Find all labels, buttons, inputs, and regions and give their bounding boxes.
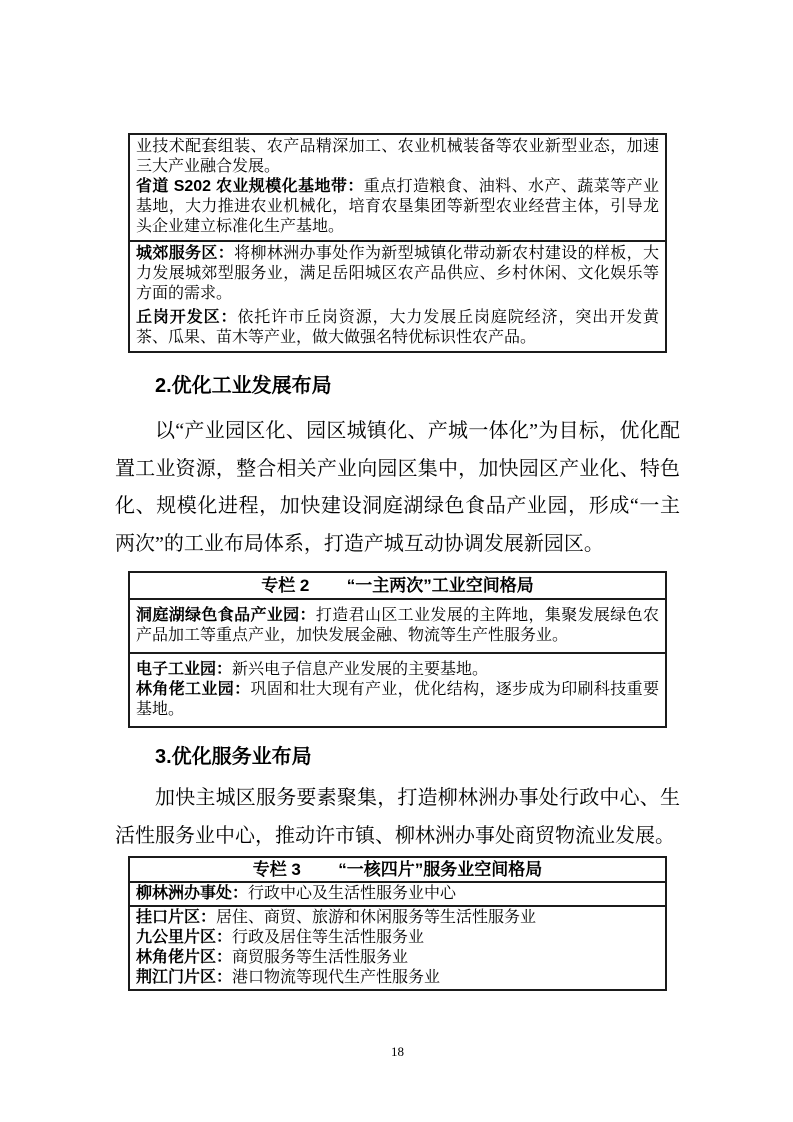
entry-desc: 依托许市丘岗资源，大力发展丘岗庭院经济，突出开发黄茶、瓜果、苗木等产业，做大做强名特优标识性农产品。 xyxy=(136,309,659,346)
panel-services-pattern xyxy=(128,856,667,991)
panel-label: 专栏 3 xyxy=(252,860,301,879)
entry-term: 丘岗开发区： xyxy=(136,309,238,326)
entry-term: 九公里片区： xyxy=(136,929,233,946)
panel-label: 专栏 2 xyxy=(261,576,310,595)
entry-desc: 行政中心及生活性服务业中心 xyxy=(248,885,457,902)
entry-desc: 将柳林洲办事处作为新型城镇化带动新农村建设的样板，大力发展城郊型服务业，满足岳阳城区农产品供应、乡村休闲、文化娱乐等方面的需求。 xyxy=(136,245,659,302)
entry-guakou-district xyxy=(136,908,659,928)
entry-linjiaolao-park xyxy=(136,680,659,720)
entry-term: 林角佬工业园： xyxy=(136,681,251,698)
entry-term: 电子工业园： xyxy=(136,661,233,678)
entry-term: 城郊服务区： xyxy=(136,245,235,262)
entry-electronics-park xyxy=(136,660,659,680)
entry-linjiaolao-district xyxy=(136,948,659,968)
entry-desc: 巩固和壮大现有产业，优化结构，逐步成为印刷科技重要基地。 xyxy=(136,681,659,718)
panel-industry-cell-2 xyxy=(130,652,665,726)
entry-term: 省道 S202 农业规模化基地带： xyxy=(136,178,364,195)
entry-desc: 新兴电子信息产业发展的主要基地。 xyxy=(232,661,489,678)
panel-title: “一主两次”工业空间格局 xyxy=(346,576,534,595)
panel-services-cell-1 xyxy=(130,881,665,905)
entry-term: 荆江门片区： xyxy=(136,969,233,986)
panel-agriculture-cell-2 xyxy=(130,240,665,351)
paragraph-industry: 以“产业园区化、园区城镇化、产城一体化”为目标，优化配置工业资源，整合相关产业向园区集中，加快园区产业化、特色化、规模化进程，加快建设洞庭湖绿色食品产业园，形成“一主两次”的工业布局体系，打造产城互动协调发展新园区。 xyxy=(115,420,680,555)
entry-jingjiangmen-district xyxy=(136,968,659,988)
entry-term: 洞庭湖绿色食品产业园： xyxy=(136,607,316,624)
panel-agriculture-cell-1 xyxy=(130,135,665,240)
entry-jiugongli-district xyxy=(136,928,659,948)
entry-dongting-food-park xyxy=(136,606,659,646)
panel-agriculture-zones xyxy=(128,133,667,353)
entry-term: 林角佬片区： xyxy=(136,949,233,966)
entry-desc: 港口物流等现代生产性服务业 xyxy=(232,969,441,986)
page-number: 18 xyxy=(391,1044,404,1059)
panel-services-header xyxy=(130,858,665,881)
entry-desc: 居住、商贸、旅游和休闲服务等生活性服务业 xyxy=(216,909,537,926)
paragraph-services: 加快主城区服务要素聚集，打造柳林洲办事处行政中心、生活性服务业中心，推动许市镇、柳林洲办事处商贸物流业发展。 xyxy=(115,787,680,847)
entry-term: 挂口片区： xyxy=(136,909,217,926)
entry-desc: 商贸服务等生活性服务业 xyxy=(232,949,409,966)
page-content xyxy=(115,0,680,1061)
entry-desc: 行政及居住等生活性服务业 xyxy=(232,929,425,946)
entry-desc: 重点打造粮食、油料、水产、蔬菜等产业基地，大力推进农业机械化，培育农垦集团等新型农业经营主体，引导龙头企业建立标准化生产基地。 xyxy=(136,178,659,235)
panel-industry-header xyxy=(130,573,665,598)
section-heading-services: 3.优化服务业布局 xyxy=(155,746,312,768)
entry-s202-base-belt xyxy=(136,177,659,237)
section-heading-industry: 2.优化工业发展布局 xyxy=(155,375,332,397)
continuation-text: 业技术配套组装、农产品精深加工、农业机械装备等农业新型业态，加速三大产业融合发展。 xyxy=(136,138,659,175)
entry-suburban-service-zone xyxy=(136,244,659,304)
panel-industry-pattern xyxy=(128,571,667,728)
entry-liulinzhou-office xyxy=(136,884,659,904)
entry-hill-development-zone xyxy=(136,308,659,348)
panel-title: “一核四片”服务业空间格局 xyxy=(338,860,543,879)
entry-desc: 打造君山区工业发展的主阵地，集聚发展绿色农产品加工等重点产业，加快发展金融、物流等生产性服务业。 xyxy=(136,607,659,644)
entry-term: 柳林洲办事处： xyxy=(136,885,249,902)
panel-industry-cell-1 xyxy=(130,598,665,652)
panel-services-cell-2 xyxy=(130,905,665,989)
